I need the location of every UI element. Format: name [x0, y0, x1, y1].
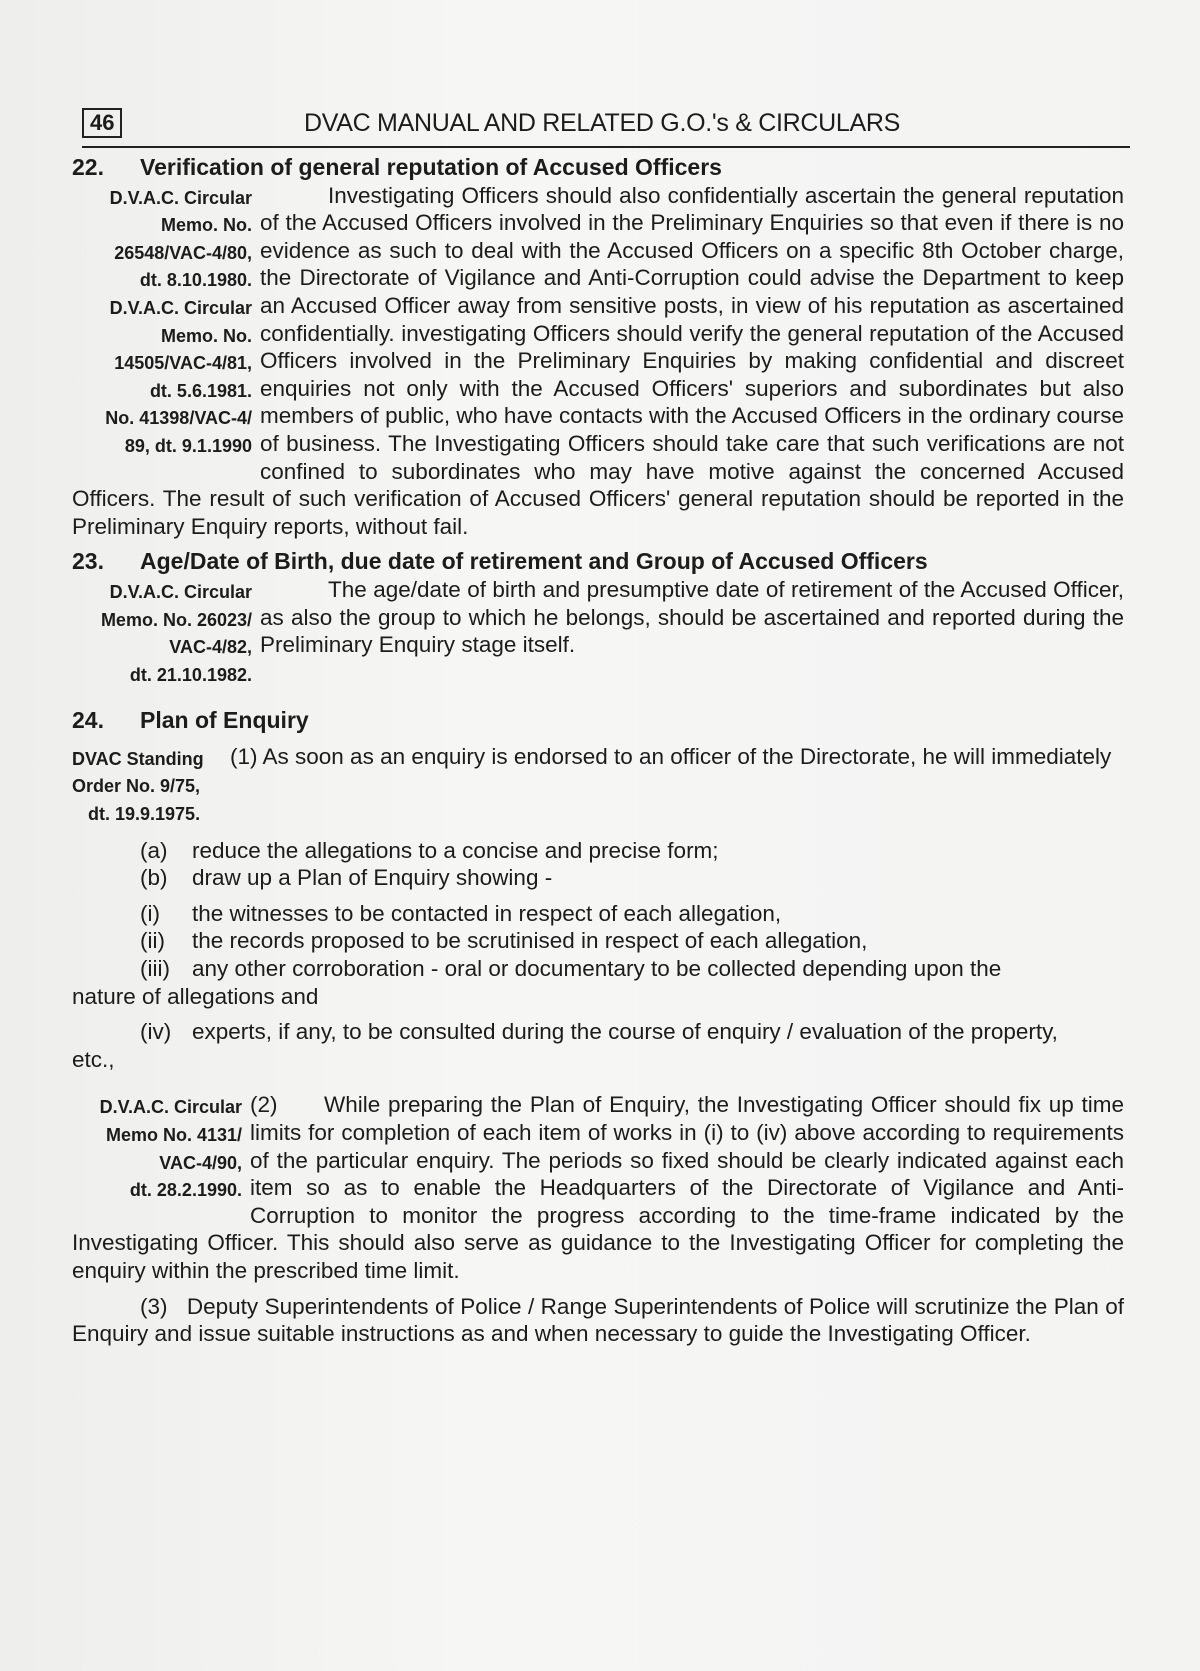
page-content: [72, 154, 1131, 1348]
list-label: (a): [140, 837, 168, 863]
list-label: (b): [140, 865, 168, 891]
margin-note-line: Memo. No.: [160, 325, 252, 346]
margin-note-line: dt. 21.10.1982.: [129, 664, 252, 685]
margin-note-line: dt. 19.9.1975.: [88, 804, 201, 825]
margin-reference: [72, 746, 222, 829]
page-header: [82, 106, 1130, 148]
section-23: [72, 548, 1124, 689]
list-label: (i): [140, 900, 160, 926]
margin-reference: [72, 185, 252, 461]
list-item: [72, 837, 1124, 865]
list-item: [72, 1018, 1124, 1046]
section-number: 23.: [72, 548, 104, 575]
margin-note-line: Memo. No. 26023/: [100, 609, 252, 630]
margin-note-line: VAC-4/90,: [159, 1152, 242, 1173]
paragraph-2: (2) While preparing the Plan of Enquiry, the Investigating Officer should fix up time limits for completion of each item of works in (i) to (iv) above according to requirements of the particular enquiry. The periods so fixed should be clearly indicated against each item so as to enable the Headquarters of the Directorate of Vigilance and Anti-Corruption to monitor the progress according to the time-frame indicated by the Investigating Officer. This should also serve as guidance to the Investigating Officer for completing the enquiry within the prescribed time limit.: [72, 1092, 1131, 1283]
section-number: 24.: [72, 707, 104, 734]
margin-note-line: 89, dt. 9.1.1990: [124, 435, 252, 456]
list-text: the witnesses to be contacted in respect of each allegation,: [192, 900, 782, 926]
margin-note-line: D.V.A.C. Circular: [109, 187, 252, 208]
list-text: any other corroboration - oral or documentary to be collected depending upon the: [192, 956, 1002, 982]
list-label: (iii): [140, 956, 170, 982]
list-text: the records proposed to be scrutinised in respect of each allegation,: [192, 928, 868, 954]
list-item: [72, 955, 1124, 983]
page-number: 46: [82, 108, 122, 138]
list-label: (iv): [140, 1019, 172, 1045]
margin-reference: [72, 1094, 242, 1204]
margin-note-line: No. 41398/VAC-4/: [105, 408, 252, 429]
list-item: [72, 927, 1124, 955]
margin-note-line: D.V.A.C. Circular: [109, 581, 252, 602]
section-body: The age/date of birth and presumptive date of retirement of the Accused Officer, as also the group to which he belongs, should be ascertained and reported during the Preliminary Enquiry stage itself.: [260, 576, 1124, 658]
margin-note-line: VAC-4/82,: [169, 637, 252, 658]
list-continuation: etc.,: [72, 1046, 115, 1072]
margin-note-line: 26548/VAC-4/80,: [114, 242, 252, 263]
margin-note-line: dt. 28.2.1990.: [129, 1180, 242, 1201]
margin-note-line: Memo. No.: [160, 215, 252, 236]
section-title: Plan of Enquiry: [140, 707, 309, 734]
list-label: (ii): [140, 928, 165, 954]
list-text: draw up a Plan of Enquiry showing -: [192, 865, 553, 891]
section-title: Verification of general reputation of Accused Officers: [140, 154, 722, 180]
margin-note-line: Memo No. 4131/: [105, 1125, 242, 1145]
margin-note-line: Order No. 9/75,: [72, 776, 201, 797]
section-title: Age/Date of Birth, due date of retirement and Group of Accused Officers: [140, 548, 928, 575]
list-item: [72, 900, 1124, 928]
paragraph-3: (3) Deputy Superintendents of Police / Range Superintendents of Police will scrutinize the Plan of Enquiry and issue suitable instructions as and when necessary to guide the Investigating Officer.: [72, 1293, 1131, 1347]
margin-note-line: D.V.A.C. Circular: [109, 297, 252, 318]
margin-note-line: DVAC Standing: [72, 748, 204, 769]
running-title: DVAC MANUAL AND RELATED G.O.'s & CIRCULARS: [304, 109, 900, 137]
section-number: 22.: [72, 154, 104, 180]
list-text: reduce the allegations to a concise and precise form;: [192, 837, 719, 863]
section-22: [72, 154, 1124, 540]
section-24: [72, 707, 1131, 1347]
list-text: experts, if any, to be consulted during the course of enquiry / evaluation of the property,: [192, 1019, 1058, 1045]
section-heading: [72, 707, 1124, 735]
margin-reference: [72, 579, 252, 689]
list-item: [72, 864, 1124, 892]
section-heading: [72, 154, 1124, 182]
margin-note-line: D.V.A.C. Circular: [99, 1097, 242, 1118]
paragraph-1-intro: (1) As soon as an enquiry is endorsed to an officer of the Directorate, he will immediately: [230, 743, 1112, 769]
margin-note-line: dt. 8.10.1980.: [139, 270, 252, 291]
margin-note-line: dt. 5.6.1981.: [149, 380, 252, 401]
section-heading: [72, 548, 1124, 576]
margin-note-line: 14505/VAC-4/81,: [114, 353, 252, 374]
list-continuation: nature of allegations and: [72, 983, 319, 1009]
section-body: Investigating Officers should also confidentially ascertain the general reputation of the Accused Officers involved in the Preliminary Enquiries so that even if there is no evidence as such to deal with the Accused Officers on a specific 8th October charge, the Directorate of Vigilance and Anti-Corruption could advise the Department to keep an Accused Officer away from sensitive posts, in view of his reputation as ascertained confidentially. investigating Officers should verify the general reputation of the Accused Officers involved in the Preliminary Enquiries by making confidential and discreet enquiries not only with the Accused Officers' superiors and subordinates but also members of public, who have contacts with the Accused Officers in the ordinary course of business. The Investigating Officers should take care that such verifications are not confined to subordinates who may have motive against the concerned Accused Officers. The result of such verification of Accused Officers' general reputation should be reported in the Preliminary Enquiry reports, without fail.: [72, 182, 1124, 539]
